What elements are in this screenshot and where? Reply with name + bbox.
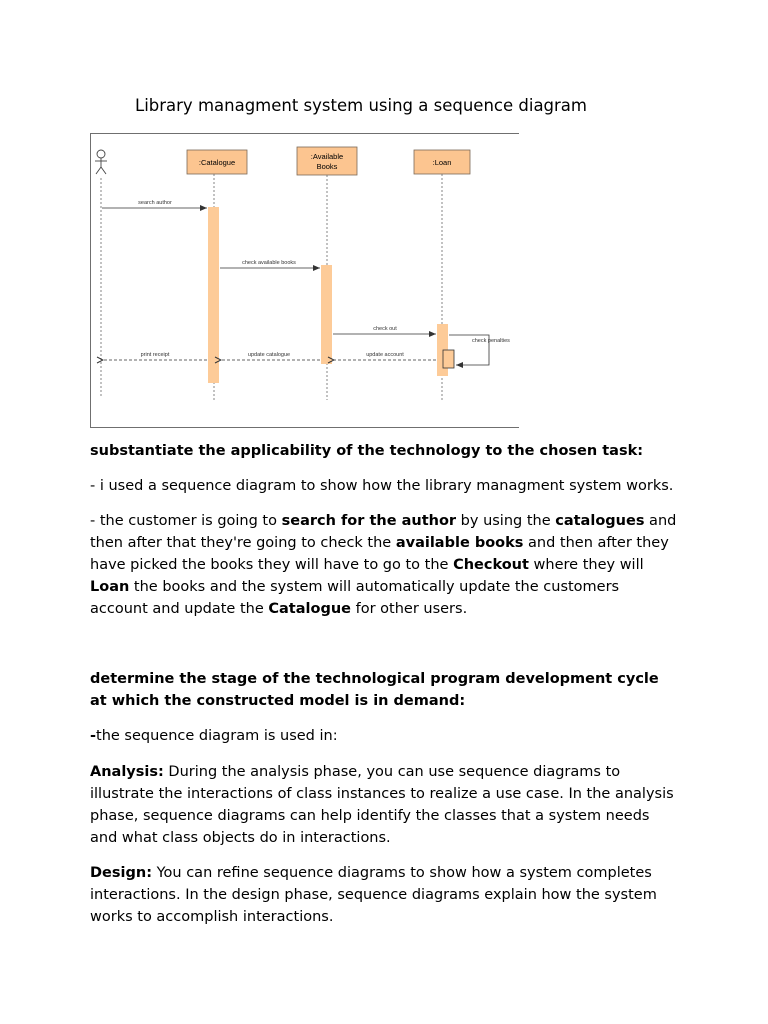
p2-text-5: where they will (528, 557, 644, 573)
actor-figure (95, 150, 107, 174)
intro-text: the sequence diagram is used in: (96, 728, 338, 744)
analysis-colon: : (157, 764, 164, 780)
page-title: Library managment system using a sequence diagram (135, 96, 587, 115)
design-label: Design (90, 865, 147, 881)
update-account-label: update account (366, 352, 404, 358)
p2-bold-loan: Loan (90, 579, 130, 595)
check-out-label: check out (373, 326, 397, 332)
loan-self-activation (443, 350, 454, 368)
analysis-text: During the analysis phase, you can use sequence diagrams to illustrate the interactions of class instances to realize a use case. In the analysis phase, sequence diagrams can help identify the classes that a system needs and what class objects do in interactions. (90, 764, 674, 846)
sequence-diagram-svg (91, 134, 519, 427)
catalogue-activation (208, 207, 219, 383)
analysis-label: Analysis (90, 764, 158, 780)
available-books-label-1: :Available (310, 152, 344, 161)
search-author-label: search author (138, 200, 172, 206)
p2-text-2: by using the (456, 513, 556, 529)
p2-bold-available-books: available books (395, 535, 524, 551)
update-catalogue-label: update catalogue (247, 352, 291, 358)
design-colon: : (146, 865, 152, 881)
available-books-label-2: Books (316, 162, 338, 171)
loan-label: :Loan (432, 158, 452, 167)
print-receipt-label: print receipt (140, 352, 170, 358)
section1-paragraph (90, 510, 680, 620)
p2-bold-search-author: search for the author (281, 513, 457, 529)
catalogue-label: :Catalogue (198, 158, 236, 167)
p2-text-6: the books and the system will automatically update the customers account and update the (90, 579, 620, 617)
p2-bold-checkout: Checkout (453, 557, 529, 573)
design-text: You can refine sequence diagrams to show how a system completes interactions. In the design phase, sequence diagrams explain how the system works to accomplish interactions. (90, 865, 657, 925)
section2-intro (90, 725, 680, 747)
p2-text-4: and then after they have picked the books they will have to go to the (90, 535, 669, 573)
analysis-paragraph (90, 761, 680, 849)
section2-heading: determine the stage of the technological program development cycle at which the constructed model is in demand: (90, 671, 659, 709)
available-books-activation (321, 265, 332, 364)
section1-heading: substantiate the applicability of the technology to the chosen task: (90, 443, 644, 459)
p2-text-3: and then after that they're going to check the (90, 513, 677, 551)
p2-bold-catalogue: Catalogue (268, 601, 351, 617)
intro-dash: - (90, 728, 97, 744)
check-penalties-label: check penalties (472, 338, 510, 344)
p2-bold-catalogues: catalogues (555, 513, 645, 529)
p2-text-7: for other users. (351, 601, 468, 617)
design-paragraph (90, 862, 680, 928)
check-available-books-label: check available books (242, 260, 296, 266)
section1-line1: - i used a sequence diagram to show how the library managment system works. (90, 478, 674, 494)
p2-text-1: - the customer is going to (90, 513, 282, 529)
sequence-diagram (90, 133, 519, 428)
